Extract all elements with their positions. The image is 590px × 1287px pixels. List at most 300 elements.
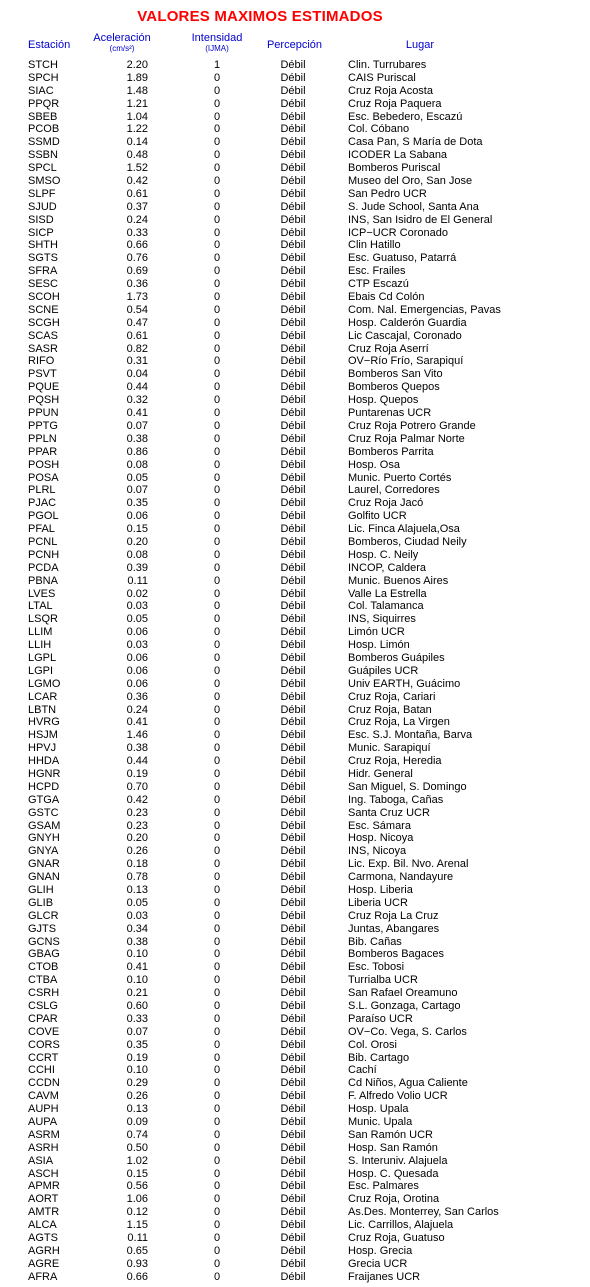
station-code: GLIH <box>28 884 54 896</box>
place-name: Esc. Bebedero, Escazú <box>348 110 463 123</box>
header-percepcion <box>262 40 327 51</box>
table-row <box>0 85 590 98</box>
intensity-value: 0 <box>213 909 221 922</box>
place-name: OV−Río Frío, Sarapiquí <box>348 355 464 368</box>
place-name: Juntas, Abangares <box>348 922 440 935</box>
station-code: HGNR <box>28 767 61 780</box>
intensity-value: 0 <box>213 407 221 420</box>
table-row <box>0 472 590 485</box>
perception-value: Débil <box>280 432 306 445</box>
intensity-value: 0 <box>213 1193 221 1206</box>
table-row <box>0 974 590 987</box>
place-name: Hosp. Liberia <box>348 884 413 896</box>
acceleration-value: 0.10 <box>126 974 148 987</box>
intensity-value: 0 <box>213 703 221 716</box>
perception-value: Débil <box>280 922 306 935</box>
acceleration-value: 0.26 <box>126 845 148 858</box>
place-name: Bib. Cartago <box>348 1051 410 1064</box>
intensity-value: 0 <box>213 561 221 574</box>
place-name: INS, San Isidro de El General <box>348 213 493 226</box>
place-name: Hidr. General <box>348 767 413 780</box>
acceleration-value: 0.38 <box>126 432 148 445</box>
place-name: Com. Nal. Emergencias, Pavas <box>348 303 501 316</box>
station-code: PPQR <box>28 97 60 110</box>
intensity-value: 0 <box>213 303 221 316</box>
station-code: SFRA <box>28 265 58 278</box>
header-aceleracion-label: Aceleración <box>93 32 151 44</box>
acceleration-value: 0.33 <box>126 1012 148 1025</box>
station-code: CSLG <box>28 1000 58 1013</box>
table-row <box>0 433 590 446</box>
station-code: ASIA <box>28 1154 54 1167</box>
perception-value: Débil <box>280 587 306 600</box>
intensity-value: 0 <box>213 355 221 368</box>
intensity-value: 0 <box>213 342 221 355</box>
station-code: HHDA <box>28 755 60 768</box>
intensity-value: 0 <box>213 858 221 871</box>
station-code: ALCA <box>28 1219 57 1232</box>
table-row <box>0 1064 590 1077</box>
perception-value: Débil <box>280 574 306 587</box>
acceleration-value: 0.03 <box>126 600 148 613</box>
place-name: Guápiles UCR <box>348 664 419 677</box>
acceleration-value: 0.41 <box>126 961 148 974</box>
perception-value: Débil <box>280 974 306 987</box>
place-name: Grecia UCR <box>348 1257 408 1270</box>
table-row <box>0 497 590 510</box>
acceleration-value: 0.66 <box>126 1270 148 1283</box>
place-name: Bib. Cañas <box>348 935 402 948</box>
table-row <box>0 278 590 291</box>
place-name: Cruz Roja Acosta <box>348 84 433 97</box>
table-row <box>0 291 590 304</box>
intensity-value: 0 <box>213 884 221 896</box>
intensity-value: 0 <box>213 742 221 755</box>
table-row <box>0 910 590 923</box>
perception-value: Débil <box>280 1064 306 1077</box>
acceleration-value: 0.31 <box>126 355 148 368</box>
table-row <box>0 201 590 214</box>
perception-value: Débil <box>280 703 306 716</box>
intensity-value: 0 <box>213 1141 221 1154</box>
intensity-value: 0 <box>213 690 221 703</box>
table-row <box>0 317 590 330</box>
intensity-value: 0 <box>213 123 221 136</box>
perception-value: Débil <box>280 858 306 871</box>
station-code: GNAN <box>28 871 60 884</box>
perception-value: Débil <box>280 961 306 974</box>
table-row <box>0 948 590 961</box>
perception-value: Débil <box>280 716 306 729</box>
perception-value: Débil <box>280 303 306 316</box>
perception-value: Débil <box>280 639 306 652</box>
intensity-value: 0 <box>213 1219 221 1232</box>
acceleration-value: 0.12 <box>126 1206 148 1219</box>
perception-value: Débil <box>280 742 306 755</box>
table-row <box>0 613 590 626</box>
perception-value: Débil <box>280 767 306 780</box>
perception-value: Débil <box>280 471 306 484</box>
station-code: PBNA <box>28 574 58 587</box>
place-name: Munic. Buenos Aires <box>348 574 449 587</box>
perception-value: Débil <box>280 407 306 420</box>
perception-value: Débil <box>280 278 306 291</box>
intensity-value: 0 <box>213 896 221 909</box>
table-row <box>0 355 590 368</box>
perception-value: Débil <box>280 845 306 858</box>
perception-value: Débil <box>280 987 306 1000</box>
acceleration-value: 0.07 <box>126 1025 148 1038</box>
perception-value: Débil <box>280 1270 306 1283</box>
intensity-value: 0 <box>213 1244 221 1257</box>
intensity-value: 0 <box>213 1025 221 1038</box>
table-row <box>0 1077 590 1090</box>
table-row <box>0 343 590 356</box>
station-code: ASRM <box>28 1128 60 1141</box>
perception-value: Débil <box>280 896 306 909</box>
header-percepcion-label: Percepción <box>266 39 323 51</box>
station-code: HCPD <box>28 780 60 793</box>
perception-value: Débil <box>280 1103 306 1116</box>
acceleration-value: 1.46 <box>126 729 148 742</box>
table-row <box>0 536 590 549</box>
intensity-value: 0 <box>213 149 221 162</box>
acceleration-value: 0.82 <box>126 342 148 355</box>
perception-value: Débil <box>280 1000 306 1013</box>
acceleration-value: 0.41 <box>126 407 148 420</box>
table-row <box>0 59 590 72</box>
perception-value: Débil <box>280 497 306 510</box>
intensity-value: 0 <box>213 587 221 600</box>
table-row <box>0 1026 590 1039</box>
table-row <box>0 149 590 162</box>
acceleration-value: 0.74 <box>126 1128 148 1141</box>
place-name: Lic. Finca Alajuela,Osa <box>348 523 460 536</box>
table-row <box>0 691 590 704</box>
station-code: LVES <box>28 587 56 600</box>
acceleration-value: 0.18 <box>126 858 148 871</box>
intensity-value: 0 <box>213 1064 221 1077</box>
station-code: HSJM <box>28 729 58 742</box>
intensity-value: 0 <box>213 1232 221 1245</box>
perception-value: Débil <box>280 561 306 574</box>
place-name: Cachí <box>348 1064 377 1077</box>
place-name: Paraíso UCR <box>348 1012 413 1025</box>
table-row <box>0 575 590 588</box>
acceleration-value: 0.06 <box>126 677 148 690</box>
perception-value: Débil <box>280 948 306 961</box>
perception-value: Débil <box>280 1244 306 1257</box>
station-code: CAVM <box>28 1090 59 1103</box>
place-name: Hosp. San Ramón <box>348 1141 438 1154</box>
station-code: APMR <box>28 1180 60 1193</box>
table-row <box>0 136 590 149</box>
acceleration-value: 1.22 <box>126 123 148 136</box>
place-name: Bomberos Bagaces <box>348 948 444 961</box>
station-code: SCAS <box>28 329 58 342</box>
station-code: SLPF <box>28 187 56 200</box>
table-row <box>0 626 590 639</box>
station-code: SESC <box>28 278 58 291</box>
intensity-value: 0 <box>213 1128 221 1141</box>
table-row <box>0 162 590 175</box>
station-code: LGMO <box>28 677 61 690</box>
intensity-value: 0 <box>213 600 221 613</box>
place-name: Munic. Upala <box>348 1116 413 1129</box>
intensity-value: 0 <box>213 935 221 948</box>
place-name: Cruz Roja La Cruz <box>348 909 439 922</box>
place-name: Cruz Roja, Guatuso <box>348 1232 445 1245</box>
acceleration-value: 0.65 <box>126 1244 148 1257</box>
station-code: GCNS <box>28 935 60 948</box>
place-name: Hosp. Limón <box>348 639 410 652</box>
acceleration-value: 0.04 <box>126 368 148 381</box>
perception-value: Débil <box>280 548 306 561</box>
place-name: Cruz Roja Paquera <box>348 97 442 110</box>
acceleration-value: 1.04 <box>126 110 148 123</box>
perception-value: Débil <box>280 355 306 368</box>
perception-value: Débil <box>280 806 306 819</box>
acceleration-value: 0.14 <box>126 136 148 149</box>
perception-value: Débil <box>280 136 306 149</box>
place-name: Col. Cóbano <box>348 123 410 136</box>
table-row <box>0 845 590 858</box>
intensity-value: 0 <box>213 639 221 652</box>
station-code: AUPA <box>28 1116 58 1129</box>
place-name: Lic Cascajal, Coronado <box>348 329 462 342</box>
perception-value: Débil <box>280 1219 306 1232</box>
perception-value: Débil <box>280 1012 306 1025</box>
station-code: GNAR <box>28 858 60 871</box>
station-code: SASR <box>28 342 58 355</box>
acceleration-value: 1.73 <box>126 291 148 304</box>
place-name: INS, Nicoya <box>348 845 407 858</box>
table-row <box>0 98 590 111</box>
intensity-value: 0 <box>213 793 221 806</box>
acceleration-value: 0.06 <box>126 510 148 523</box>
intensity-value: 0 <box>213 1051 221 1064</box>
intensity-value: 0 <box>213 329 221 342</box>
table-row <box>0 1232 590 1245</box>
intensity-value: 0 <box>213 471 221 484</box>
place-name: Munic. Sarapiquí <box>348 742 431 755</box>
station-code: SHTH <box>28 239 58 252</box>
place-name: Esc. Palmares <box>348 1180 419 1193</box>
place-name: San Ramón UCR <box>348 1128 433 1141</box>
table-row <box>0 1258 590 1271</box>
table-row <box>0 330 590 343</box>
perception-value: Débil <box>280 1180 306 1193</box>
header-lugar-label: Lugar <box>405 39 435 51</box>
intensity-value: 0 <box>213 1038 221 1051</box>
place-name: Fraijanes UCR <box>348 1270 421 1283</box>
perception-value: Débil <box>280 368 306 381</box>
table-row <box>0 755 590 768</box>
intensity-value: 0 <box>213 832 221 845</box>
table-row <box>0 1103 590 1116</box>
place-name: Golfito UCR <box>348 510 407 523</box>
header-aceleracion <box>92 33 152 54</box>
station-code: CTBA <box>28 974 58 987</box>
station-code: CPAR <box>28 1012 58 1025</box>
acceleration-value: 0.05 <box>126 471 148 484</box>
station-code: GNYA <box>28 845 59 858</box>
acceleration-value: 1.15 <box>126 1219 148 1232</box>
table-row <box>0 523 590 536</box>
place-name: S. Interuniv. Alajuela <box>348 1154 448 1167</box>
acceleration-value: 0.23 <box>126 819 148 832</box>
perception-value: Débil <box>280 394 306 407</box>
intensity-value: 1 <box>213 59 221 71</box>
intensity-value: 0 <box>213 767 221 780</box>
perception-value: Débil <box>280 239 306 252</box>
intensity-value: 0 <box>213 716 221 729</box>
intensity-value: 0 <box>213 523 221 536</box>
intensity-value: 0 <box>213 871 221 884</box>
station-code: CCRT <box>28 1051 59 1064</box>
place-name: Hosp. Quepos <box>348 394 419 407</box>
station-code: SMSO <box>28 175 61 188</box>
perception-value: Débil <box>280 1154 306 1167</box>
table-row <box>0 1090 590 1103</box>
place-name: Cruz Roja, La Virgen <box>348 716 450 729</box>
station-code: POSH <box>28 458 60 471</box>
perception-value: Débil <box>280 690 306 703</box>
place-name: Col. Orosi <box>348 1038 397 1051</box>
place-name: Carmona, Nandayure <box>348 871 454 884</box>
station-code: GNYH <box>28 832 60 845</box>
acceleration-value: 0.03 <box>126 909 148 922</box>
place-name: ICP−UCR Coronado <box>348 226 448 239</box>
perception-value: Débil <box>280 329 306 342</box>
table-row <box>0 1206 590 1219</box>
station-code: PQUE <box>28 381 60 394</box>
perception-value: Débil <box>280 1025 306 1038</box>
place-name: INS, Siquirres <box>348 613 416 626</box>
intensity-value: 0 <box>213 484 221 497</box>
perception-value: Débil <box>280 729 306 742</box>
table-row <box>0 716 590 729</box>
intensity-value: 0 <box>213 136 221 149</box>
intensity-value: 0 <box>213 97 221 110</box>
place-name: San Pedro UCR <box>348 187 427 200</box>
table-row <box>0 446 590 459</box>
table-row <box>0 923 590 936</box>
perception-value: Débil <box>280 535 306 548</box>
intensity-value: 0 <box>213 651 221 664</box>
intensity-value: 0 <box>213 626 221 639</box>
station-code: SIAC <box>28 84 54 97</box>
table-row <box>0 562 590 575</box>
table-row <box>0 936 590 949</box>
acceleration-value: 0.06 <box>126 664 148 677</box>
acceleration-value: 0.13 <box>126 1103 148 1116</box>
acceleration-value: 0.29 <box>126 1077 148 1090</box>
acceleration-value: 0.86 <box>126 445 148 458</box>
perception-value: Débil <box>280 819 306 832</box>
table-row <box>0 1155 590 1168</box>
place-name: Hosp. Upala <box>348 1103 409 1116</box>
acceleration-value: 0.66 <box>126 239 148 252</box>
perception-value: Débil <box>280 291 306 304</box>
station-code: PGOL <box>28 510 59 523</box>
intensity-value: 0 <box>213 394 221 407</box>
perception-value: Débil <box>280 458 306 471</box>
table-row <box>0 1039 590 1052</box>
acceleration-value: 1.89 <box>126 71 148 84</box>
perception-value: Débil <box>280 381 306 394</box>
intensity-value: 0 <box>213 239 221 252</box>
acceleration-value: 0.32 <box>126 394 148 407</box>
station-code: AORT <box>28 1193 59 1206</box>
table-row <box>0 239 590 252</box>
intensity-value: 0 <box>213 316 221 329</box>
table-row <box>0 1193 590 1206</box>
station-code: GJTS <box>28 922 57 935</box>
acceleration-value: 0.07 <box>126 419 148 432</box>
place-name: Bomberos Parrita <box>348 445 434 458</box>
station-code: SISD <box>28 213 54 226</box>
station-code: SCNE <box>28 303 59 316</box>
acceleration-value: 0.03 <box>126 639 148 652</box>
intensity-value: 0 <box>213 948 221 961</box>
acceleration-value: 0.47 <box>126 316 148 329</box>
table-row <box>0 1271 590 1284</box>
intensity-value: 0 <box>213 226 221 239</box>
table-row <box>0 961 590 974</box>
place-name: Puntarenas UCR <box>348 407 432 420</box>
station-code: PFAL <box>28 523 55 536</box>
acceleration-value: 0.06 <box>126 651 148 664</box>
perception-value: Débil <box>280 187 306 200</box>
acceleration-value: 0.26 <box>126 1090 148 1103</box>
intensity-value: 0 <box>213 252 221 265</box>
station-code: PJAC <box>28 497 57 510</box>
perception-value: Débil <box>280 909 306 922</box>
acceleration-value: 1.06 <box>126 1193 148 1206</box>
acceleration-value: 0.05 <box>126 896 148 909</box>
table-row <box>0 420 590 433</box>
intensity-value: 0 <box>213 806 221 819</box>
acceleration-value: 0.76 <box>126 252 148 265</box>
intensity-value: 0 <box>213 1167 221 1180</box>
table-row <box>0 794 590 807</box>
acceleration-value: 0.42 <box>126 175 148 188</box>
station-code: PCNL <box>28 535 58 548</box>
acceleration-value: 1.02 <box>126 1154 148 1167</box>
table-row <box>0 781 590 794</box>
acceleration-value: 0.36 <box>126 690 148 703</box>
intensity-value: 0 <box>213 922 221 935</box>
acceleration-value: 0.23 <box>126 806 148 819</box>
perception-value: Débil <box>280 162 306 175</box>
acceleration-value: 0.61 <box>126 187 148 200</box>
acceleration-value: 1.48 <box>126 84 148 97</box>
acceleration-value: 0.60 <box>126 1000 148 1013</box>
table-row <box>0 72 590 85</box>
acceleration-value: 0.34 <box>126 922 148 935</box>
table-row <box>0 897 590 910</box>
intensity-value: 0 <box>213 1077 221 1090</box>
acceleration-value: 0.44 <box>126 755 148 768</box>
acceleration-value: 0.20 <box>126 832 148 845</box>
place-name: ICODER La Sabana <box>348 149 448 162</box>
perception-value: Débil <box>280 780 306 793</box>
place-name: Turrialba UCR <box>348 974 418 987</box>
table-row <box>0 368 590 381</box>
station-code: PLRL <box>28 484 56 497</box>
place-name: Bomberos Quepos <box>348 381 440 394</box>
